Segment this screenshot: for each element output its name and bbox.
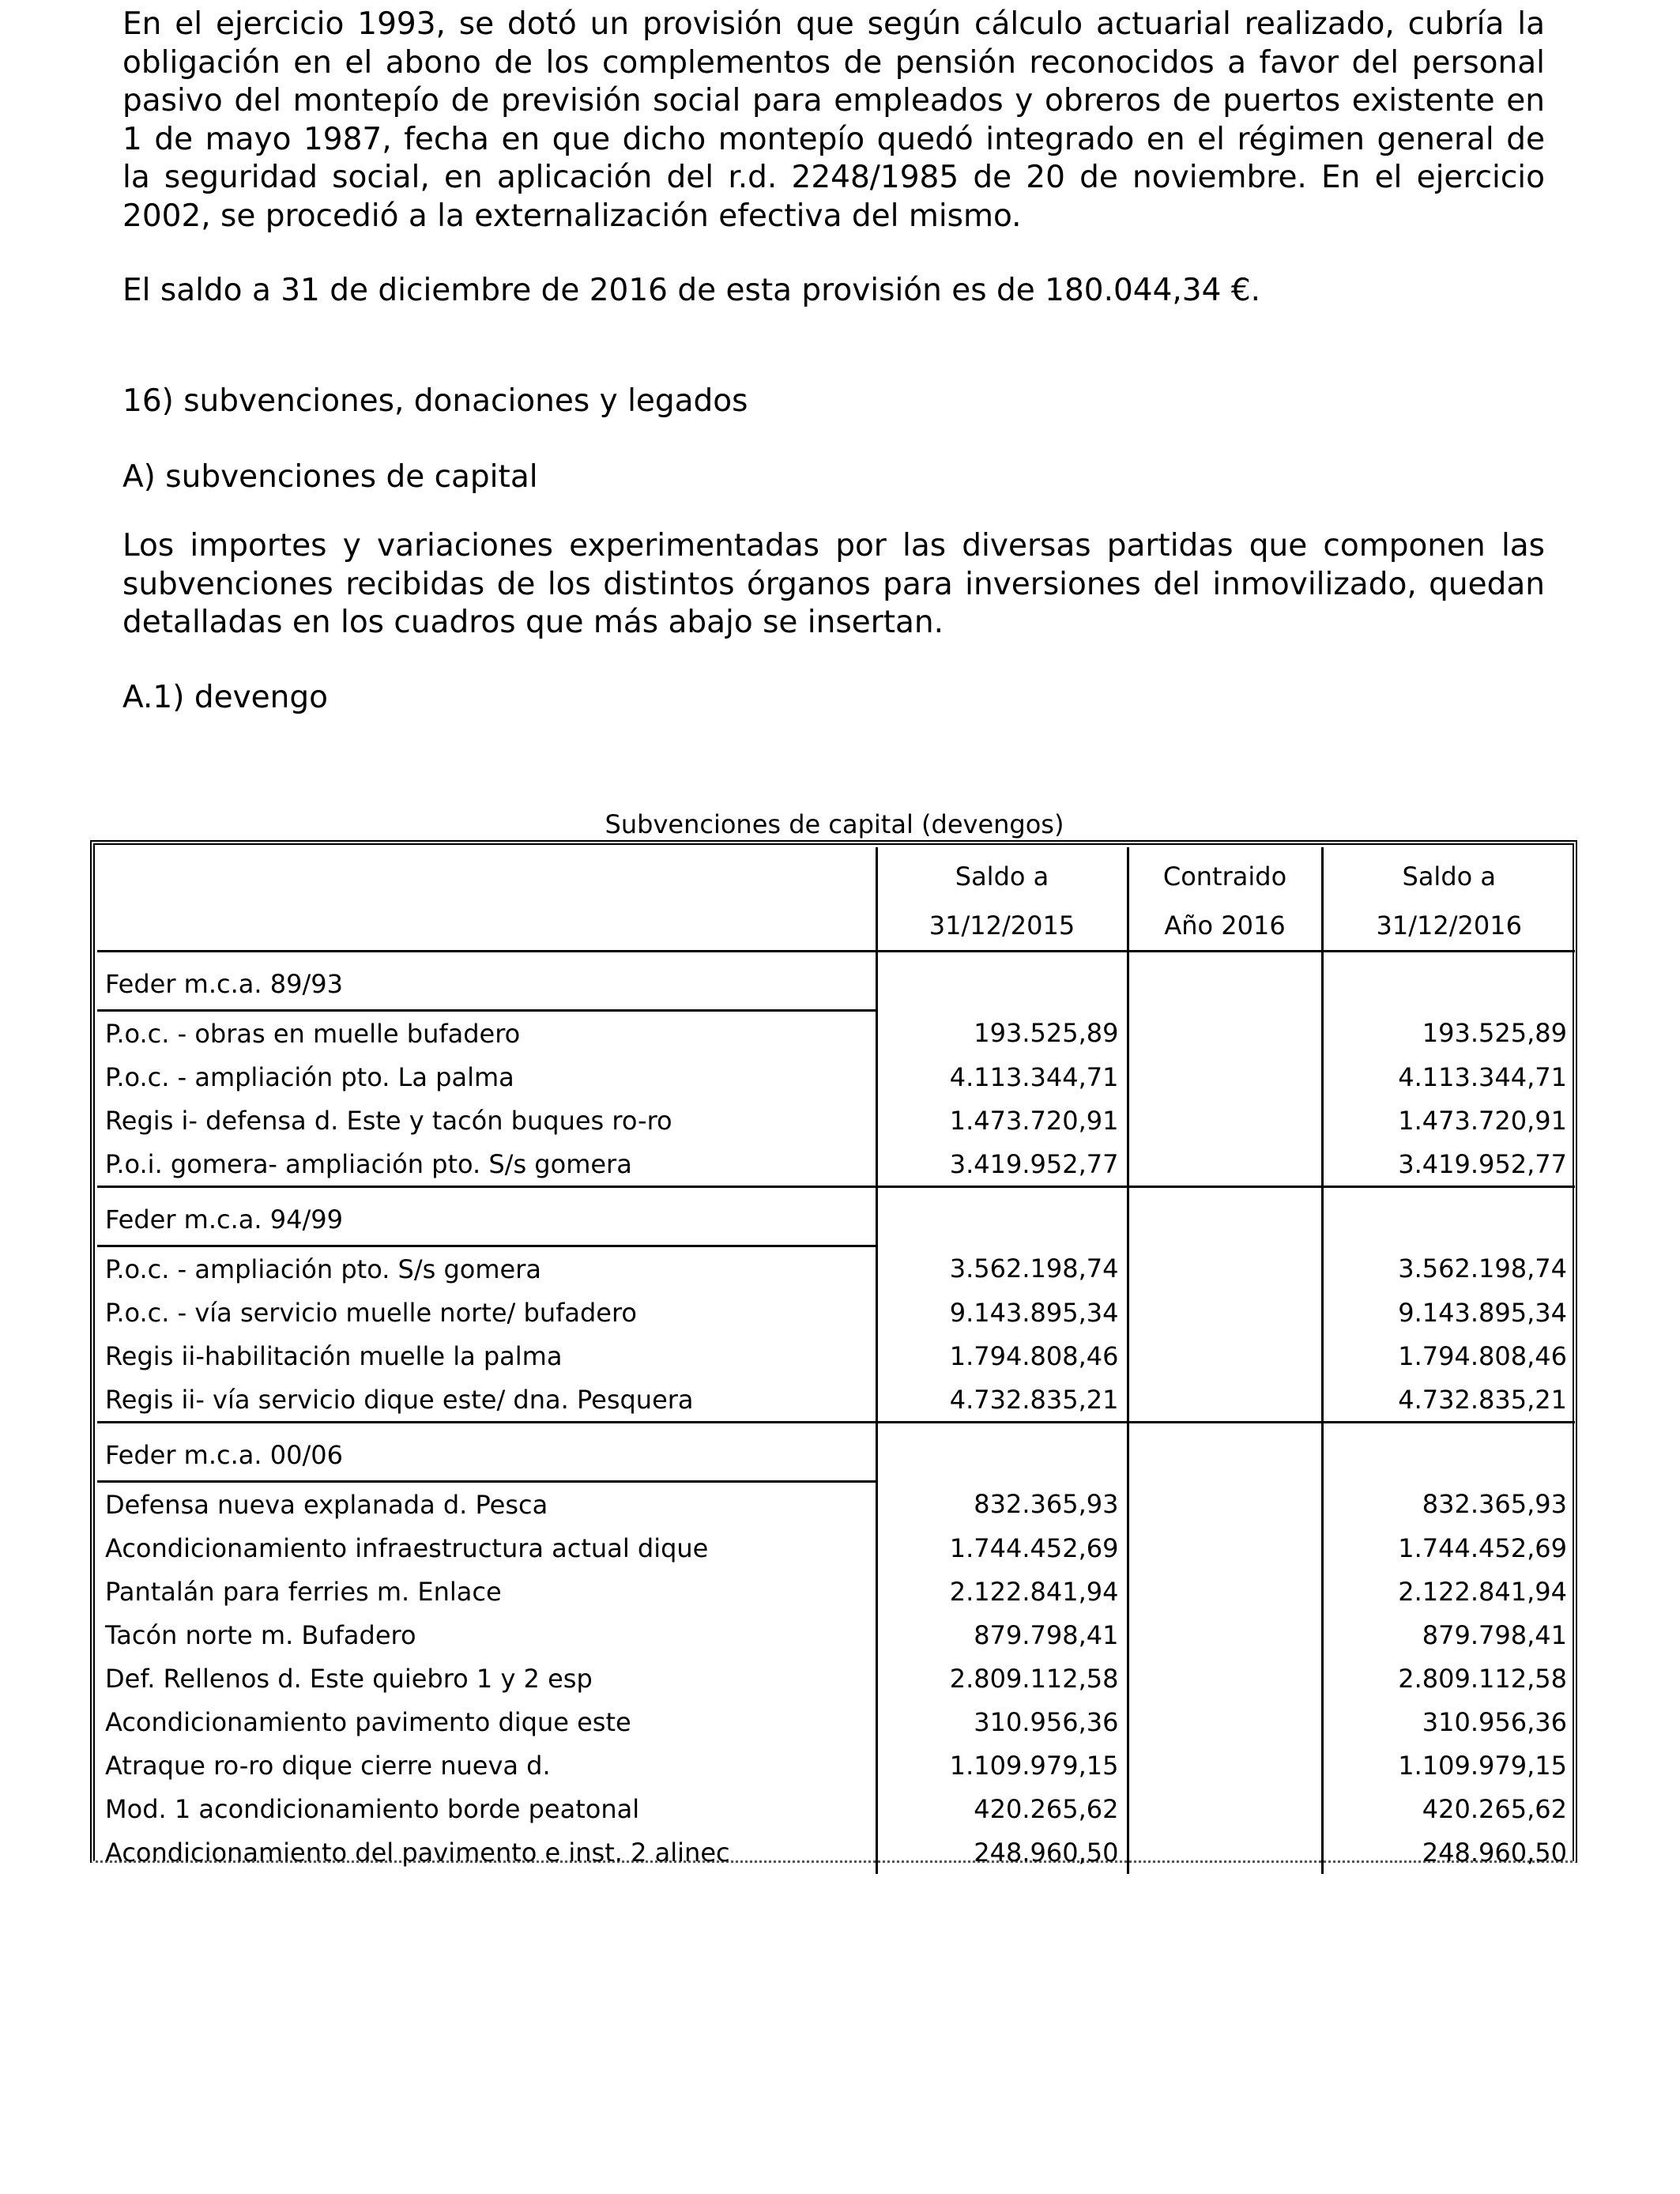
header-concept-cell-2 — [97, 901, 876, 952]
saldo-2016-cell: 420.265,62 — [1322, 1787, 1575, 1830]
table-row — [97, 1613, 1575, 1657]
table-row — [97, 1334, 1575, 1378]
concept-cell: Mod. 1 acondicionamiento borde peatonal — [105, 1793, 640, 1824]
group-title-empty-cell — [876, 952, 1128, 1011]
saldo-2016-cell: 4.113.344,71 — [1322, 1055, 1575, 1099]
concept-cell: P.o.c. - ampliación pto. La palma — [105, 1061, 514, 1092]
table-row — [97, 1142, 1575, 1187]
header-saldo-2015-line1: Saldo a — [876, 847, 1128, 901]
table-caption: Subvenciones de capital (devengos) — [605, 809, 1064, 839]
table-row — [97, 1657, 1575, 1700]
group-title-empty-cell — [1322, 1423, 1575, 1482]
saldo-2016-cell: 879.798,41 — [1322, 1613, 1575, 1657]
saldo-2016-cell: 832.365,93 — [1322, 1482, 1575, 1527]
contraido-cell — [1128, 1142, 1322, 1187]
saldo-2016-cell: 1.794.808,46 — [1322, 1334, 1575, 1378]
contraido-cell — [1128, 1787, 1322, 1830]
concept-cell: Pantalán para ferries m. Enlace — [105, 1576, 502, 1607]
concept-cell: P.o.c. - ampliación pto. S/s gomera — [105, 1253, 541, 1284]
table-row — [97, 1099, 1575, 1142]
group-title-empty-cell — [1322, 952, 1575, 1011]
grants-table-frame — [90, 840, 1577, 1868]
table-row — [97, 1526, 1575, 1570]
table-row — [97, 1246, 1575, 1291]
concept-cell: Acondicionamiento infraestructura actual dique — [105, 1532, 709, 1563]
saldo-2015-cell: 9.143.895,34 — [876, 1291, 1128, 1334]
group-title-empty-cell — [876, 1423, 1128, 1482]
group-title: Feder m.c.a. 89/93 — [97, 952, 876, 1011]
concept-cell: P.o.c. - obras en muelle bufadero — [105, 1018, 521, 1049]
saldo-2015-cell: 879.798,41 — [876, 1613, 1128, 1657]
contraido-cell — [1128, 1570, 1322, 1613]
concept-cell: Acondicionamiento pavimento dique este — [105, 1706, 631, 1737]
table-header-row-2 — [97, 901, 1575, 952]
paragraph-saldo-provision: El saldo a 31 de diciembre de 2016 de esta provisión es de 180.044,34 €. — [122, 273, 1261, 308]
contraido-cell — [1128, 1613, 1322, 1657]
saldo-2016-cell: 4.732.835,21 — [1322, 1378, 1575, 1423]
concept-cell: Acondicionamiento del pavimento e inst. 2 alinec — [105, 1837, 730, 1868]
concept-cell: Regis ii-habilitación muelle la palma — [105, 1340, 563, 1371]
header-concept-cell — [97, 847, 876, 901]
header-saldo-2015-line2: 31/12/2015 — [876, 901, 1128, 952]
saldo-2016-cell: 3.419.952,77 — [1322, 1142, 1575, 1187]
concept-cell: P.o.c. - vía servicio muelle norte/ bufadero — [105, 1297, 637, 1328]
group-title-row — [97, 1187, 1575, 1246]
saldo-2016-cell: 9.143.895,34 — [1322, 1291, 1575, 1334]
subsection-heading-devengo: A.1) devengo — [122, 680, 328, 715]
contraido-cell — [1128, 1526, 1322, 1570]
table-row — [97, 1830, 1575, 1874]
concept-cell: Regis ii- vía servicio dique este/ dna. Pesquera — [97, 1378, 876, 1423]
group-title-empty-cell — [1128, 1187, 1322, 1246]
contraido-cell — [1128, 1744, 1322, 1787]
table-row — [97, 1700, 1575, 1744]
group-title-empty-cell — [1128, 952, 1322, 1011]
table-row — [97, 1482, 1575, 1527]
contraido-cell — [1128, 1657, 1322, 1700]
paragraph-importes-variaciones: Los importes y variaciones experimentadas por las diversas partidas que componen las subvenciones recibidas de los distintos órganos para inversiones del inmovilizado, quedan detalladas en los cuadros que más abajo se insertan. — [122, 528, 1545, 640]
table-row — [97, 1744, 1575, 1787]
contraido-cell — [1128, 1700, 1322, 1744]
table-header-row-1 — [97, 847, 1575, 901]
contraido-cell — [1128, 1378, 1322, 1423]
table-row — [97, 1291, 1575, 1334]
saldo-2015-cell: 3.419.952,77 — [876, 1142, 1128, 1187]
saldo-2016-cell: 1.473.720,91 — [1322, 1099, 1575, 1142]
concept-cell: Def. Rellenos d. Este quiebro 1 y 2 esp — [105, 1663, 593, 1694]
contraido-cell — [1128, 1055, 1322, 1099]
saldo-2016-cell: 2.809.112,58 — [1322, 1657, 1575, 1700]
saldo-2015-cell: 1.744.452,69 — [876, 1526, 1128, 1570]
concept-cell: Tacón norte m. Bufadero — [105, 1619, 416, 1650]
saldo-2015-cell: 2.809.112,58 — [876, 1657, 1128, 1700]
group-title-empty-cell — [876, 1187, 1128, 1246]
group-title-empty-cell — [1322, 1187, 1575, 1246]
header-saldo-2016-line2: 31/12/2016 — [1322, 901, 1575, 952]
grants-table — [97, 847, 1575, 1874]
subsection-heading-capital: A) subvenciones de capital — [122, 459, 538, 495]
contraido-cell — [1128, 1482, 1322, 1527]
saldo-2016-cell: 193.525,89 — [1322, 1011, 1575, 1056]
contraido-cell — [1128, 1099, 1322, 1142]
header-contraido-line1: Contraido — [1128, 847, 1322, 901]
saldo-2015-cell: 1.109.979,15 — [876, 1744, 1128, 1787]
contraido-cell — [1128, 1011, 1322, 1056]
concept-cell: P.o.i. gomera- ampliación pto. S/s gomera — [97, 1142, 876, 1187]
header-saldo-2016-line1: Saldo a — [1322, 847, 1575, 901]
saldo-2016-cell: 248.960,50 — [1322, 1830, 1575, 1874]
table-row — [97, 1055, 1575, 1099]
group-title-row — [97, 952, 1575, 1011]
header-contraido-line2: Año 2016 — [1128, 901, 1322, 952]
saldo-2015-cell: 4.113.344,71 — [876, 1055, 1128, 1099]
table-row — [97, 1570, 1575, 1613]
table-row — [97, 1378, 1575, 1423]
saldo-2015-cell: 3.562.198,74 — [876, 1246, 1128, 1291]
concept-cell: Regis i- defensa d. Este y tacón buques ro-ro — [105, 1105, 672, 1136]
paragraph-provision-pensiones: En el ejercicio 1993, se dotó un provisión que según cálculo actuarial realizado, cubría la obligación en el abono de los complementos de pensión reconocidos a favor del personal pasivo del montepío de previsión social para empleados y obreros de puertos existente en 1 de mayo 1987, fecha en que dicho montepío quedó integrado en el régimen general de la seguridad social, en aplicación del r.d. 2248/1985 de 20 de noviembre. En el ejercicio 2002, se procedió a la externalización efectiva del mismo. — [122, 6, 1545, 234]
table-row — [97, 1011, 1575, 1056]
saldo-2015-cell: 420.265,62 — [876, 1787, 1128, 1830]
contraido-cell — [1128, 1334, 1322, 1378]
concept-cell: Atraque ro-ro dique cierre nueva d. — [105, 1750, 551, 1781]
saldo-2015-cell: 248.960,50 — [876, 1830, 1128, 1874]
saldo-2015-cell: 4.732.835,21 — [876, 1378, 1128, 1423]
saldo-2016-cell: 2.122.841,94 — [1322, 1570, 1575, 1613]
group-title-row — [97, 1423, 1575, 1482]
saldo-2016-cell: 3.562.198,74 — [1322, 1246, 1575, 1291]
contraido-cell — [1128, 1830, 1322, 1874]
saldo-2015-cell: 193.525,89 — [876, 1011, 1128, 1056]
contraido-cell — [1128, 1291, 1322, 1334]
contraido-cell — [1128, 1246, 1322, 1291]
saldo-2016-cell: 310.956,36 — [1322, 1700, 1575, 1744]
group-title-empty-cell — [1128, 1423, 1322, 1482]
concept-cell: Defensa nueva explanada d. Pesca — [105, 1489, 548, 1520]
section-heading-subvenciones: 16) subvenciones, donaciones y legados — [122, 383, 748, 419]
saldo-2016-cell: 1.744.452,69 — [1322, 1526, 1575, 1570]
table-row — [97, 1787, 1575, 1830]
saldo-2016-cell: 1.109.979,15 — [1322, 1744, 1575, 1787]
saldo-2015-cell: 832.365,93 — [876, 1482, 1128, 1527]
saldo-2015-cell: 1.473.720,91 — [876, 1099, 1128, 1142]
group-title: Feder m.c.a. 00/06 — [97, 1423, 876, 1482]
saldo-2015-cell: 1.794.808,46 — [876, 1334, 1128, 1378]
saldo-2015-cell: 310.956,36 — [876, 1700, 1128, 1744]
saldo-2015-cell: 2.122.841,94 — [876, 1570, 1128, 1613]
group-title: Feder m.c.a. 94/99 — [97, 1187, 876, 1246]
